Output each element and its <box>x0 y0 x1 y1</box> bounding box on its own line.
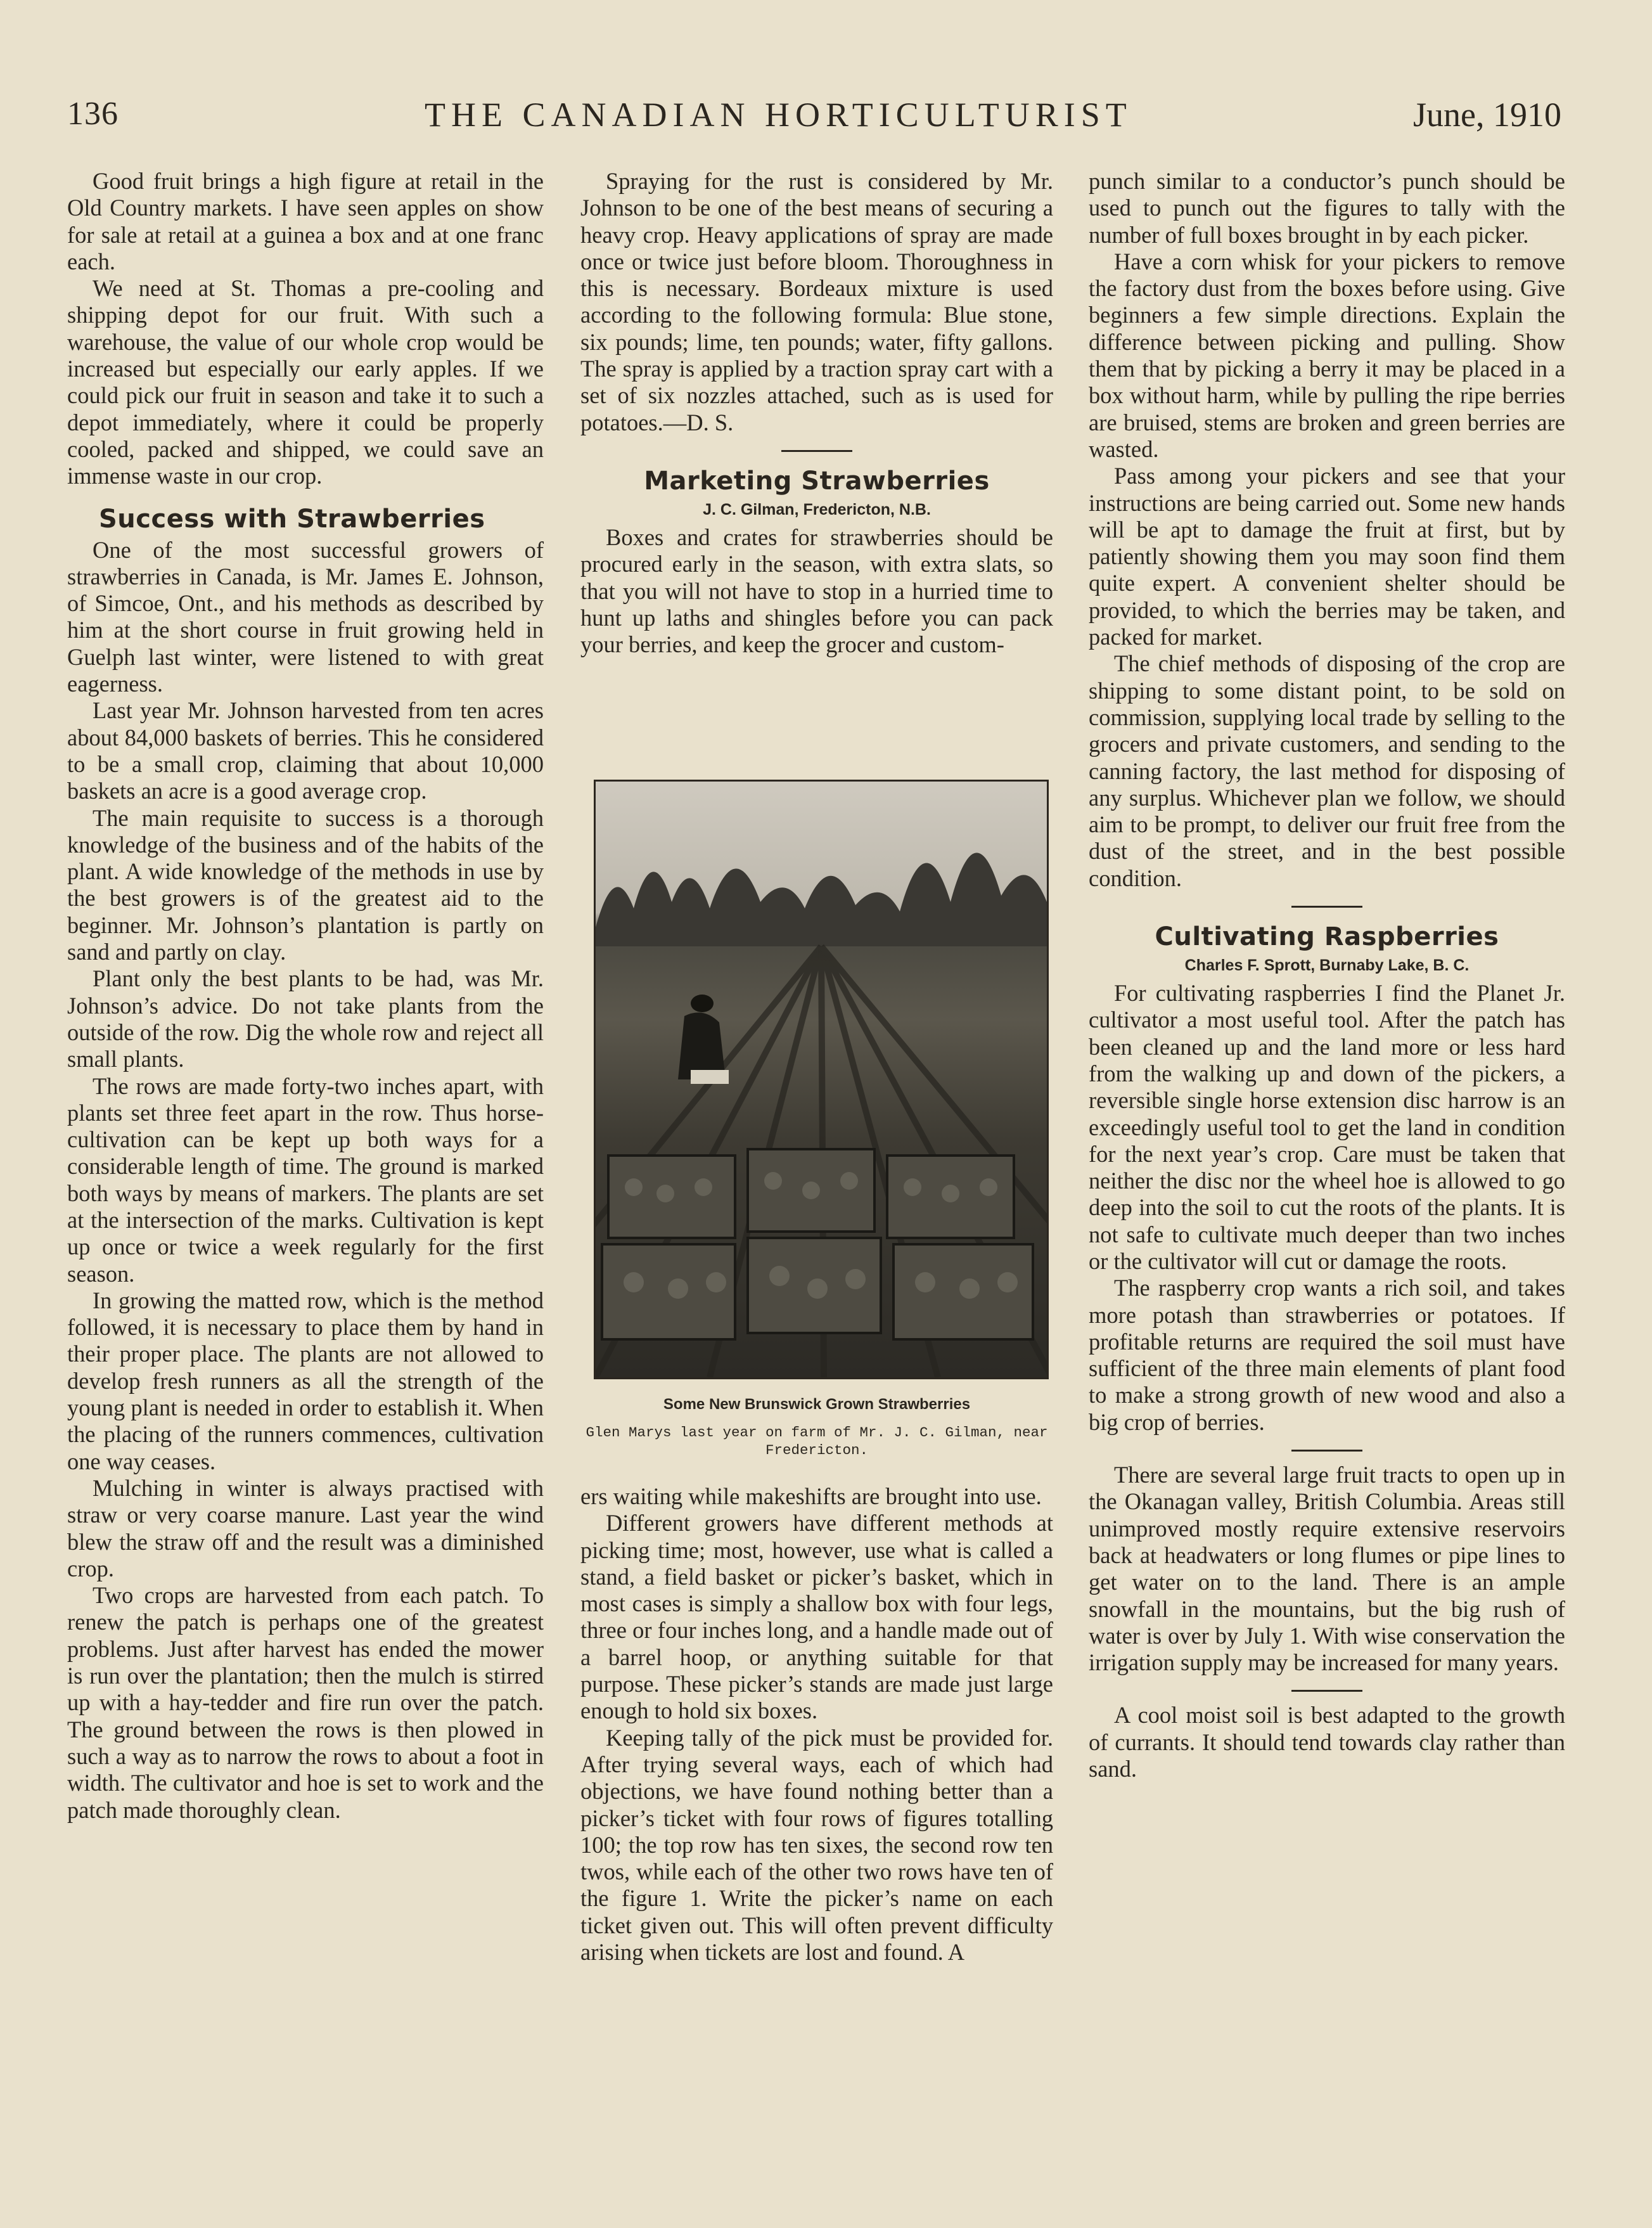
paragraph: There are several large fruit tracts to open up in the Okanagan valley, British Columbia. Areas still unimproved mostly require extensive reservoirs back at headwaters or long flumes or pipe lines to get water on to the land. There is an ample snowfall in the mountains, but the big rush of water is over by July 1. With wise conservation the irrigation supply may be increased for many years. <box>1089 1462 1565 1676</box>
magazine-title: THE CANADIAN HORTICULTURIST <box>425 96 1132 134</box>
section-divider <box>781 450 852 452</box>
strawberry-field-photo <box>594 780 1049 1379</box>
article-heading: Success with Strawberries <box>99 504 485 534</box>
paragraph: A cool moist soil is best adapted to the growth of currants. It should tend towards clay rather than sand. <box>1089 1702 1565 1782</box>
paragraph: punch similar to a conductor’s punch should be used to punch out the figures to tally with the number of full boxes brought in by each picker. <box>1089 168 1565 248</box>
paragraph: We need at St. Thomas a pre-cooling and shipping depot for our fruit. With such a warehouse, the value of our whole crop would be increased but especially our early apples. If we could pick our fruit in season and take it to such a depot immediately, where it could be properly cooled, packed and shipped, we could save an immense waste in our crop. <box>67 275 544 489</box>
column-middle-bottom <box>580 1483 1053 1966</box>
photo-illustration <box>596 782 1047 1377</box>
column-middle-top <box>580 168 1053 658</box>
paragraph: Keeping tally of the pick must be provided for. After trying several ways, each of which had objections, we have found nothing better than a picker’s ticket with four rows of figures totalling 100; the top row has ten sixes, the second row ten twos, while each of the other two rows have ten of the figure 1. Write the picker’s name on each ticket given out. This will often prevent difficulty arising when tickets are lost and found. A <box>580 1724 1053 1966</box>
paragraph: The main requisite to success is a thorough knowledge of the business and of the habits of the plant. A wide knowledge of the methods in use by the best growers is of the greatest aid to the beginner. Mr. Johnson’s plantation is partly on sand and partly on clay. <box>67 804 544 965</box>
section-divider <box>1291 1450 1362 1452</box>
photo-caption-title: Some New Brunswick Grown Strawberries <box>663 1396 971 1413</box>
column-right <box>1089 168 1565 1782</box>
paragraph: Have a corn whisk for your pickers to remove the factory dust from the boxes before using. Give beginners a few simple directions. Explain the difference between picking and pulling. Show them that by picking a berry it may be placed in a box without harm, while by pulling the ripe berries are bruised, stems are broken and green berries are wasted. <box>1089 248 1565 462</box>
paragraph: Boxes and crates for strawberries should be procured early in the season, with extra slats, so that you will not have to stop in a hurried time to hunt up laths and shingles before you can pack your berries, and keep the grocer and custom- <box>580 524 1053 658</box>
paragraph: The rows are made forty-two inches apart, with plants set three feet apart in the row. Thus horse-cultivation can be kept up both ways for a considerable length of time. The ground is marked both ways by means of markers. The plants are set at the intersection of the marks. Cultivation is kept up once or twice a week regularly for the first season. <box>67 1072 544 1287</box>
paragraph: Two crops are harvested from each patch. To renew the patch is perhaps one of the greatest problems. Just after harvest has ended the mower is run over the plantation; then the mulch is stirred up with a hay-tedder and fire run over the patch. The ground between the rows is then plowed in such a way as to narrow the rows to about a foot in width. The cultivator and hoe is set to work and the patch made thoroughly clean. <box>67 1582 544 1823</box>
byline: J. C. Gilman, Fredericton, N.B. <box>703 500 931 518</box>
article-heading: Marketing Strawberries <box>644 466 990 496</box>
paragraph: ers waiting while makeshifts are brought into use. <box>580 1483 1042 1509</box>
paragraph: Plant only the best plants to be had, was Mr. Johnson’s advice. Do not take plants from the outside of the row. Dig the whole row and reject all small plants. <box>67 965 544 1072</box>
paragraph: Spraying for the rust is considered by Mr. Johnson to be one of the best means of securing a heavy crop. Heavy applications of spray are made once or twice just before bloom. Thoroughness in this is necessary. Bordeaux mixture is used according to the following formula: Blue stone, six pounds; lime, ten pounds; water, fifty gallons. The spray is applied by a traction spray cart with a set of six nozzles attached, such as is used for potatoes.—D. S. <box>580 168 1053 435</box>
byline: Charles F. Sprott, Burnaby Lake, B. C. <box>1184 956 1470 975</box>
paragraph: One of the most successful growers of strawberries in Canada, is Mr. James E. Johnson, of Simcoe, Ont., and his methods as described by him at the short course in fruit growing held in Guelph last winter, were listened to with great eagerness. <box>67 536 544 697</box>
paragraph: Good fruit brings a high figure at retail in the Old Country markets. I have seen apples on show for sale at retail at a guinea a box and at one franc each. <box>67 168 544 274</box>
paragraph: In growing the matted row, which is the method followed, it is necessary to place them by hand in their proper place. The plants are not allowed to develop fresh runners as all the strength of the young plant is needed in order to establish it. When the placing of the runners commences, cultivation one way ceases. <box>67 1287 544 1474</box>
page-number: 136 <box>67 96 118 132</box>
issue-date: June, 1910 <box>1413 96 1561 134</box>
paragraph: The raspberry crop wants a rich soil, and takes more potash than strawberries or potatoes. If profitable returns are required the soil must have sufficient of the three main elements of plant food to make a strong growth of new wood and also a big crop of berries. <box>1089 1275 1565 1435</box>
paragraph: Mulching in winter is always practised with straw or very coarse manure. Last year the wind blew the straw off and the result was a diminished crop. <box>67 1474 544 1581</box>
section-divider <box>1291 1690 1362 1692</box>
paragraph: The chief methods of disposing of the crop are shipping to some distant point, to be sold on commission, supplying local trade by selling to the grocers and private customers, and sending to the canning factory, the last method for disposing of any surplus. Whichever plan we follow, we should aim to be prompt, to deliver our fruit free from the dust of the street, and in the best possible condition. <box>1089 650 1565 891</box>
paragraph: Last year Mr. Johnson harvested from ten acres about 84,000 baskets of berries. This he considered to be a small crop, claiming that about 10,000 baskets an acre is a good average crop. <box>67 697 544 804</box>
photo-caption: Glen Marys last year on farm of Mr. J. C. Gilman, near Fredericton. <box>586 1424 1048 1459</box>
paragraph: For cultivating raspberries I find the Planet Jr. cultivator a most useful tool. After the patch has been cleaned up and the land more or less hard from the walking up and down of the pickers, a reversible single horse extension disc harrow is an exceedingly useful tool to get the land in condition for the next year’s crop. Care must be taken that neither the disc nor the wheel hoe is allowed to go deep into the soil to cut the roots of the plants. It is not safe to cultivate much deeper than two inches or the cultivator will cut or damage the roots. <box>1089 980 1565 1274</box>
paragraph: Pass among your pickers and see that your instructions are being carried out. Some new hands will be apt to damage the fruit at first, but by patiently showing them you may soon find them quite expert. A convenient shelter should be provided, to which the berries may be taken, and packed for market. <box>1089 463 1565 650</box>
paragraph: Different growers have different methods at picking time; most, however, use what is called a stand, a field basket or picker’s basket, which in most cases is simply a shallow box with four legs, three or four inches long, and a handle made out of a barrel hoop, or anything suitable for that purpose. These picker’s stands are made just large enough to hold six boxes. <box>580 1510 1053 1724</box>
article-heading: Cultivating Raspberries <box>1155 922 1499 952</box>
column-left <box>67 168 544 1824</box>
section-divider <box>1291 906 1362 908</box>
